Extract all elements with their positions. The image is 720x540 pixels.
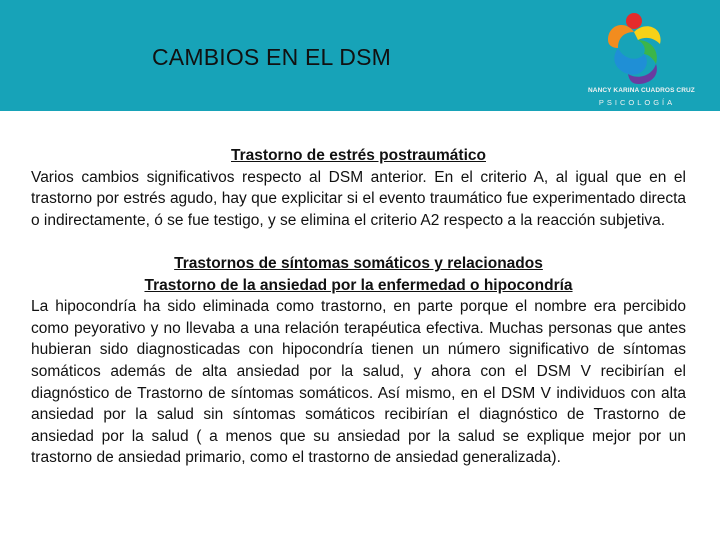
section-heading: Trastorno de estrés postraumático: [231, 147, 486, 164]
logo-icon: [594, 10, 680, 86]
content-area: [31, 145, 686, 469]
section-body: La hipocondría ha sido eliminada como trastorno, en parte porque el nombre era percibido como peyorativo y no llevaba a una relación terapéutica efectiva. Muchas personas que antes hubieran sido diagnosticadas con hipocondría tienen un número significativo de síntomas somáticos además de alta ansiedad por la salud, y ahora con el DSM V recibirían el diagnóstico de Trastorno de síntomas somáticos. Así mismo, en el DSM V individuos con alta ansiedad por la salud sin síntomas somáticos recibirían el diagnóstico de Trastorno de ansiedad por la salud ( a menos que su ansiedad por la salud se explique mejor por un trastorno de ansiedad primario, como el trastorno de ansiedad generalizada).: [31, 298, 686, 467]
page-title: CAMBIOS EN EL DSM: [152, 44, 391, 70]
spacer: [31, 231, 686, 253]
section-heading: Trastornos de síntomas somáticos y relacionados: [174, 254, 543, 272]
logo-name: NANCY KARINA CUADROS CRUZ: [588, 87, 695, 94]
logo-subtitle: PSICOLOGÍA: [598, 98, 676, 107]
section-body: Varios cambios significativos respecto al DSM anterior. En el criterio A, al igual que en el trastorno por estrés agudo, hay que explicitar si el evento traumático fue experimentado directa o indirectamente, ó se fue testigo, y se elimina el criterio A2 respecto a la reacción subjetiva.: [31, 168, 686, 229]
section-subheading: Trastorno de la ansiedad por la enfermedad o hipocondría: [144, 276, 573, 294]
header-banner: [0, 0, 720, 111]
brand-logo: [588, 10, 695, 108]
